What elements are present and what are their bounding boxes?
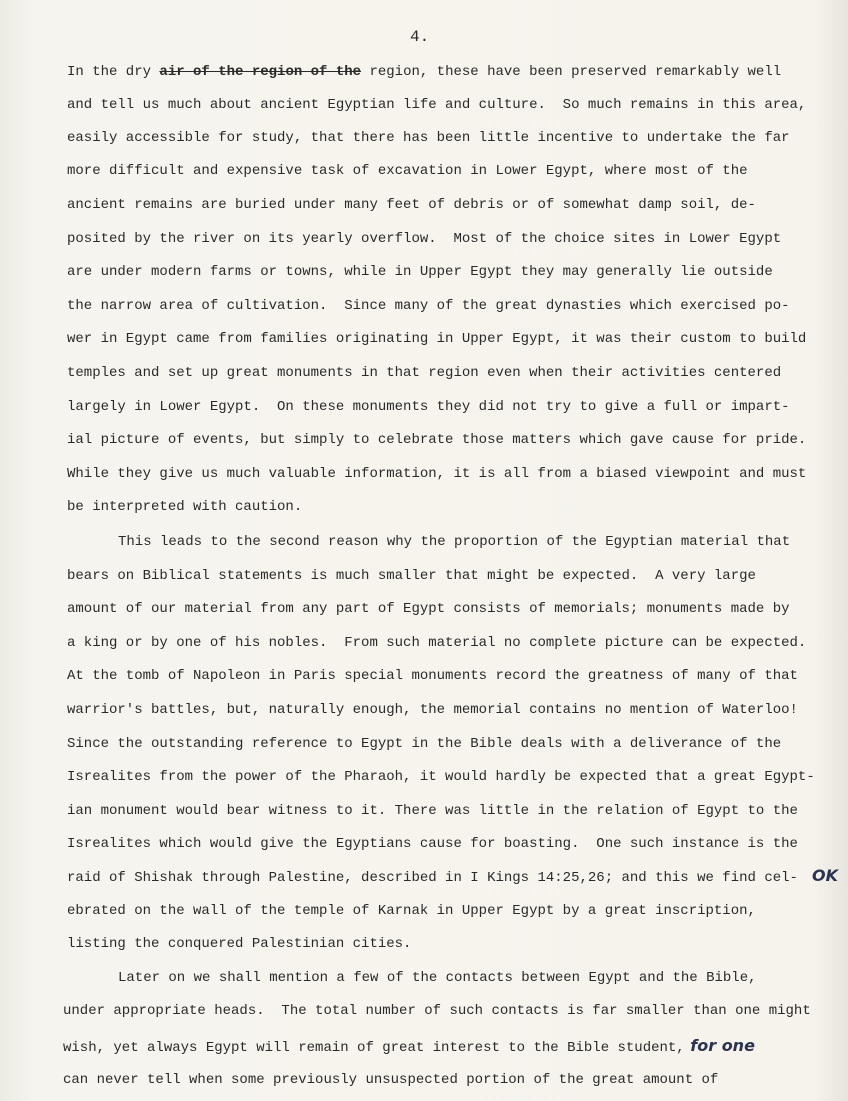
text-line: posited by the river on its yearly overflow. Most of the choice sites in Lower Egypt <box>67 231 782 247</box>
text-line: amount of our material from any part of Egypt consists of memorials; monuments made by <box>67 601 790 617</box>
text-line: Isrealites which would give the Egyptians cause for boasting. One such instance is the <box>67 836 798 852</box>
text-line: are under modern farms or towns, while in Upper Egypt they may generally lie outside <box>67 264 773 280</box>
margin-note: OK <box>812 866 838 885</box>
text-line: At the tomb of Napoleon in Paris special monuments record the greatness of many of that <box>67 668 798 684</box>
text-line: under appropriate heads. The total number of such contacts is far smaller than one might <box>63 1003 811 1019</box>
text-line: ebrated on the wall of the temple of Karnak in Upper Egypt by a great inscription, <box>67 903 756 919</box>
text-line: ancient remains are buried under many feet of debris or of somewhat damp soil, de- <box>67 197 756 213</box>
text-line: listing the conquered Palestinian cities. <box>67 936 412 952</box>
text-line <box>67 63 781 81</box>
text-line: warrior's battles, but, naturally enough, the memorial contains no mention of Waterloo! <box>67 702 798 718</box>
text-line: bears on Biblical statements is much smaller that might be expected. A very large <box>67 568 756 584</box>
text-line: a king or by one of his nobles. From such material no complete picture can be expected. <box>67 635 807 651</box>
line-text: wish, yet always Egypt will remain of great interest to the Bible student, <box>63 1040 685 1056</box>
text-line: wer in Egypt came from families originating in Upper Egypt, it was their custom to build <box>67 331 807 347</box>
line-text: In the dry <box>67 64 160 80</box>
text-line <box>63 1037 755 1057</box>
text-line: more difficult and expensive task of excavation in Lower Egypt, where most of the <box>67 163 748 179</box>
text-line: raid of Shishak through Palestine, described in I Kings 14:25,26; and this we find cel- <box>67 870 798 886</box>
text-line: can never tell when some previously unsuspected portion of the great amount of <box>63 1072 719 1088</box>
text-line: temples and set up great monuments in that region even when their activities centered <box>67 365 782 381</box>
text-line: largely in Lower Egypt. On these monuments they did not try to give a full or impart- <box>67 399 790 415</box>
page-number: 4. <box>410 28 430 46</box>
handwritten-insert: for one <box>684 1036 755 1055</box>
text-line: Isrealites from the power of the Pharaoh, it would hardly be expected that a great Egypt- <box>67 769 815 785</box>
text-line: ian monument would bear witness to it. There was little in the relation of Egypt to the <box>67 803 798 819</box>
line-text: region, these have been preserved remarkably well <box>361 64 782 80</box>
text-line: and tell us much about ancient Egyptian life and culture. So much remains in this area, <box>67 97 807 113</box>
text-line: ial picture of events, but simply to celebrate those matters which gave cause for pride. <box>67 432 807 448</box>
struck-text: air of the region of the <box>159 64 362 80</box>
text-line: Later on we shall mention a few of the contacts between Egypt and the Bible, <box>118 970 757 986</box>
text-line: be interpreted with caution. <box>67 499 303 515</box>
text-line: easily accessible for study, that there has been little incentive to undertake the far <box>67 130 790 146</box>
text-line: While they give us much valuable information, it is all from a biased viewpoint and must <box>67 466 807 482</box>
text-line: This leads to the second reason why the proportion of the Egyptian material that <box>118 534 791 550</box>
text-line: Since the outstanding reference to Egypt in the Bible deals with a deliverance of the <box>67 736 782 752</box>
text-line: the narrow area of cultivation. Since many of the great dynasties which exercised po- <box>67 298 790 314</box>
